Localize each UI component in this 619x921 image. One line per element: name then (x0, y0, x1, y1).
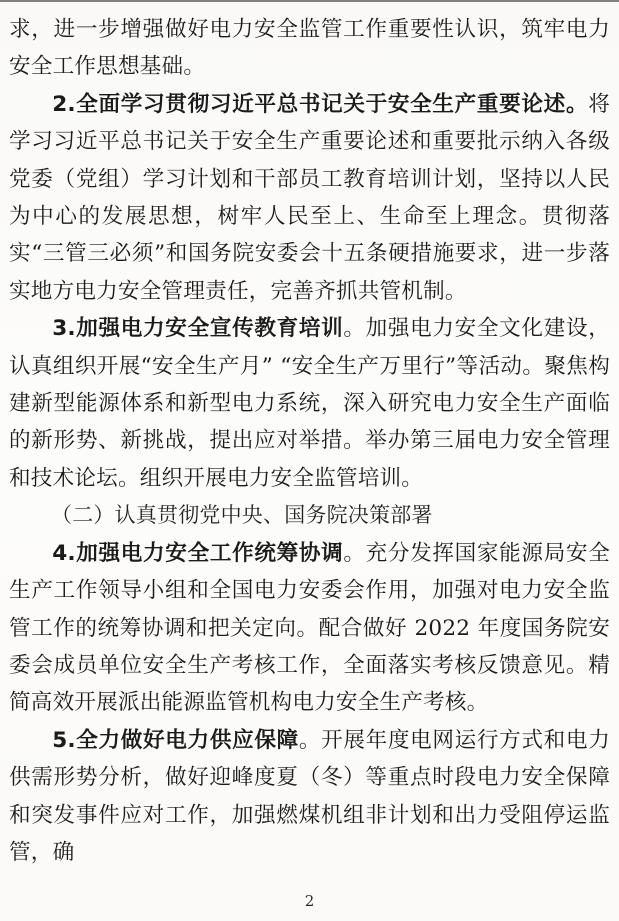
paragraph-item-3 (9, 310, 610, 497)
page-number: 2 (304, 892, 315, 910)
paragraph-continuation (9, 11, 610, 86)
paragraph-text: 。开展年度电网运行方式和电力供需形势分析，做好迎峰度夏（冬）等重点时段电力安全保障和突发事件应对工作，加强燃煤机组非计划和出力受阻停运监管，确 (9, 727, 610, 865)
paragraph-text: 将学习习近平总书记关于安全生产重要论述和重要批示纳入各级党委（党组）学习计划和干部员工教育培训计划，坚持以人民为中心的发展思想，树牢人民至上、生命至上理念。贯彻落实“三管三必须”和国务院安委会十五条硬措施要求，进一步落实地方电力安全管理责任，完善齐抓共管机制。 (9, 91, 610, 304)
paragraph-bold-lead: 5.全力做好电力供应保障 (52, 727, 299, 753)
paragraph-text: 。充分发挥国家能源局安全生产工作领导小组和全国电力安委会作用，加强对电力安全监管工作的统筹协调和把关定向。配合做好 2022 年度国务院安委会成员单位安全生产考核工作，全面落实考核反馈意见。精简高效开展派出能源监管机构电力安全生产考核。 (9, 540, 610, 716)
paragraph-text: 。加强电力安全文化建设，认真组织开展“安全生产月” “安全生产万里行”等活动。聚焦构建新型能源体系和新型电力系统，深入研究电力安全生产面临的新形势、新挑战，提出应对举措。举办第三届电力安全管理和技术论坛。组织开展电力安全监管培训。 (9, 316, 610, 491)
paragraph-item-4 (9, 535, 610, 722)
paragraph-item-5 (9, 722, 610, 872)
section-heading: （二）认真贯彻党中央、国务院决策部署 (51, 503, 433, 528)
paragraph-bold-lead: 4.加强电力安全工作统筹协调 (52, 540, 344, 566)
document-body (9, 11, 610, 871)
paragraph-item-2 (9, 86, 610, 310)
paragraph-text: 求，进一步增强做好电力安全监管工作重要性认识，筑牢电力安全工作思想基础。 (9, 17, 610, 80)
paragraph-bold-lead: 2.全面学习贯彻习近平总书记关于安全生产重要论述。 (52, 91, 589, 117)
paragraph-bold-lead: 3.加强电力安全宣传教育培训 (52, 316, 344, 342)
page-footer (0, 891, 619, 910)
scan-edge-line (0, 0, 619, 2)
